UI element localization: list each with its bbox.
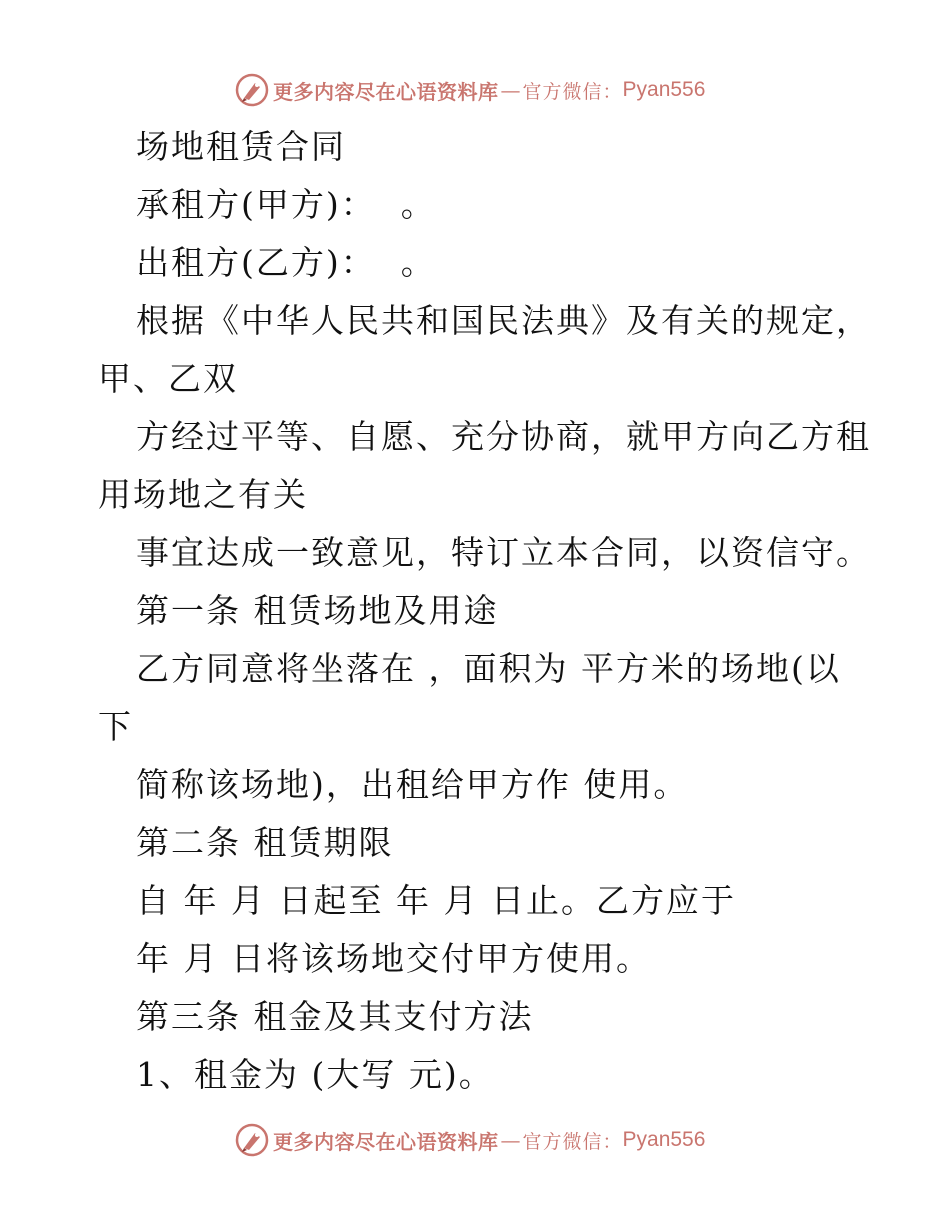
intro-line-1-wrap: 甲、乙双 <box>98 359 238 398</box>
intro-line-1: 根据《中华人民共和国民法典》及有关的规定， <box>136 301 871 340</box>
watermark-official-label: 官方微信： <box>522 80 623 103</box>
watermark-text: 更多内容尽在心语资料库 <box>273 1129 499 1154</box>
party-b-line: 出租方(乙方)： 。 <box>136 243 436 282</box>
article-1-paragraph-wrap: 下 <box>98 707 133 746</box>
watermark-wechat-id: Pyan556 <box>622 1128 706 1151</box>
article-1-paragraph-2: 简称该场地)，出租给甲方作 使用。 <box>136 765 689 804</box>
article-1-paragraph: 乙方同意将坐落在 ，面积为 平方米的场地(以 <box>136 649 841 688</box>
watermark-text: 更多内容尽在心语资料库 <box>273 79 499 104</box>
article-2-paragraph-2: 年 月 日将该场地交付甲方使用。 <box>136 939 651 978</box>
footer-watermark-banner <box>235 1120 705 1160</box>
article-2-paragraph: 自 年 月 日起至 年 月 日止。乙方应于 <box>136 881 736 920</box>
intro-line-3: 事宜达成一致意见，特订立本合同，以资信守。 <box>136 533 871 572</box>
intro-line-2-wrap: 用场地之有关 <box>98 475 308 514</box>
party-a-line: 承租方(甲方)： 。 <box>136 185 436 224</box>
article-3-heading: 第三条 租金及其支付方法 <box>136 997 534 1036</box>
article-1-heading: 第一条 租赁场地及用途 <box>136 591 499 630</box>
watermark-dash: — <box>500 78 521 102</box>
article-3-paragraph: 1、租金为 (大写 元)。 <box>136 1055 494 1094</box>
intro-line-2: 方经过平等、自愿、充分协商，就甲方向乙方租 <box>136 417 871 456</box>
article-2-heading: 第二条 租赁期限 <box>136 823 394 862</box>
watermark-official-label: 官方微信： <box>522 1130 623 1153</box>
watermark-dash: — <box>500 1128 521 1152</box>
watermark-wechat-id: Pyan556 <box>622 78 706 101</box>
pen-logo-icon <box>235 1123 269 1157</box>
pen-logo-icon <box>235 73 269 107</box>
document-title: 场地租赁合同 <box>136 127 346 166</box>
header-watermark-banner <box>235 70 705 110</box>
